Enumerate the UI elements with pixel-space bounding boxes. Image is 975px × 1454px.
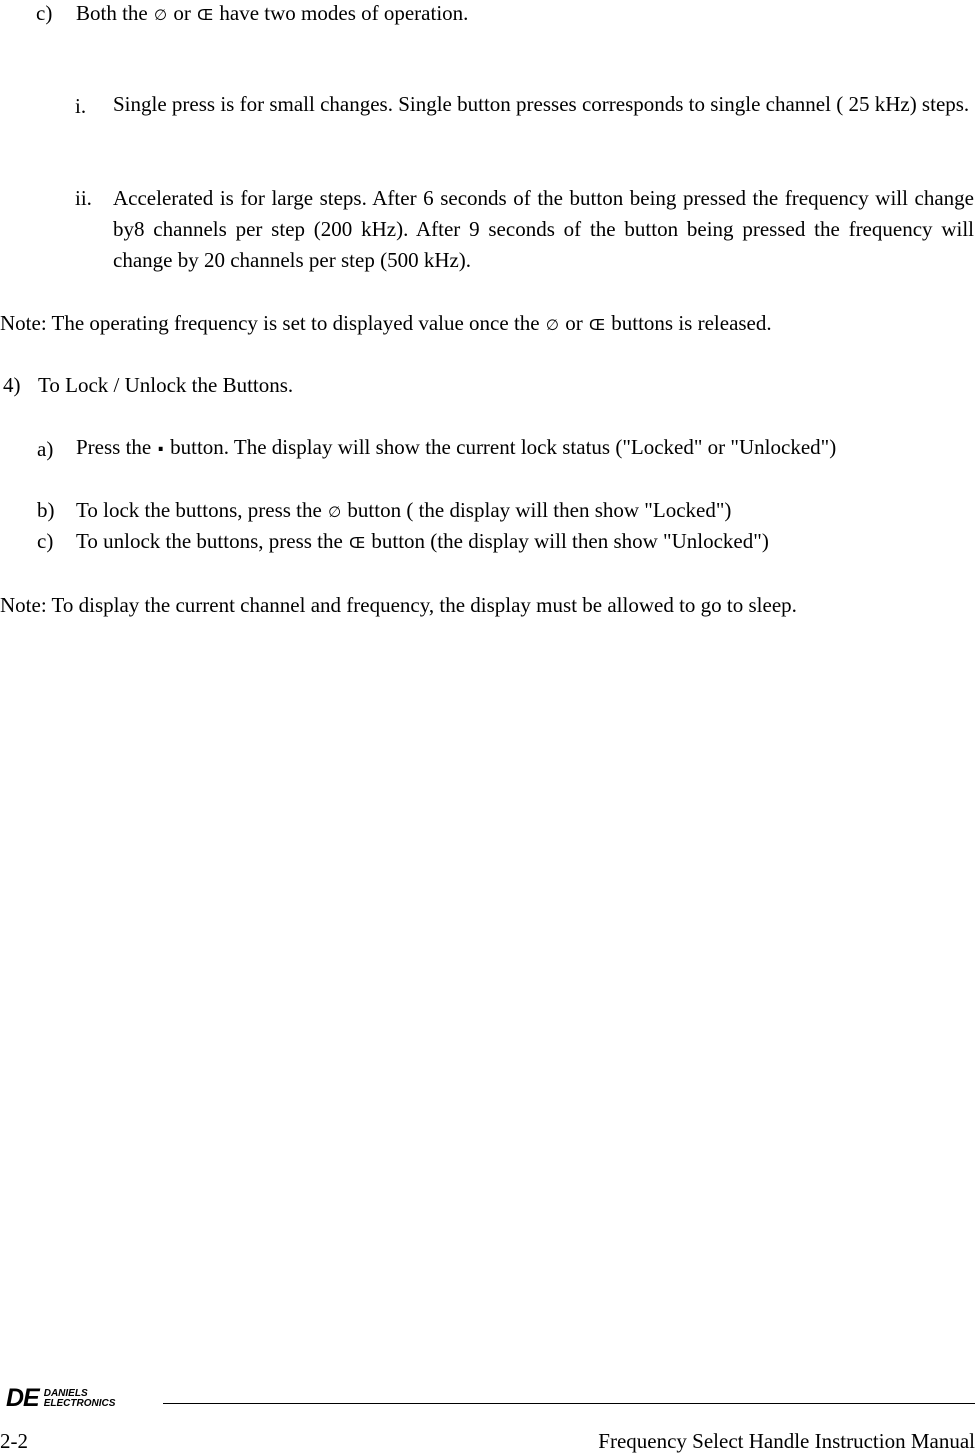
item-c2-marker: c): [37, 529, 54, 553]
item-a-text: [76, 432, 974, 463]
up-arrow-symbol: ∅: [328, 503, 342, 521]
logo-line-2: ELECTRONICS: [43, 1398, 116, 1409]
item-a-marker: a): [37, 437, 54, 461]
item-b-text-after: button ( the display will then show "Locked"): [342, 498, 732, 522]
note-operating-frequency: [0, 310, 772, 338]
sub-i-text: Single press is for small changes. Single button presses corresponds to single channel ( 25 kHz) steps.: [113, 92, 970, 116]
page-number: 2-2: [0, 1429, 28, 1453]
logo-line-1: DANIELS: [43, 1388, 88, 1399]
sub-i-marker: i.: [75, 94, 87, 118]
manual-title: Frequency Select Handle Instruction Manual: [598, 1429, 975, 1453]
item-c-text-after: have two modes of operation.: [214, 1, 469, 25]
logo-mark: DE: [6, 1384, 39, 1412]
down-arrow-symbol: Œ: [588, 316, 605, 334]
item-a-text-before: Press the: [76, 435, 157, 459]
item-c2-text: [76, 528, 769, 556]
note1-text-after: buttons is released.: [606, 311, 772, 335]
note1-text-between: or: [559, 311, 588, 335]
note-display-sleep: Note: To display the current channel and frequency, the display must be allowed to go to sleep.: [0, 593, 797, 617]
section-4-marker: 4): [3, 373, 21, 397]
note1-text-before: Note: The operating frequency is set to displayed value once the: [0, 311, 545, 335]
daniels-electronics-logo: [6, 1386, 115, 1411]
item-b-text: [76, 497, 731, 525]
item-c-marker: c): [36, 1, 53, 25]
logo-words: [44, 1389, 116, 1411]
down-arrow-symbol: Œ: [197, 6, 214, 24]
sub-ii-text: Accelerated is for large steps. After 6 seconds of the button being pressed the frequency will change by8 channels per step (200 kHz). After 9 seconds of the button being pressed the frequency will change by 20 channels per step (500 kHz).: [113, 186, 974, 272]
item-c2-text-after: button (the display will then show "Unlocked"): [366, 529, 769, 553]
section-4-heading: To Lock / Unlock the Buttons.: [38, 373, 294, 397]
up-arrow-symbol: ∅: [545, 316, 559, 334]
item-c-text-between: or: [168, 1, 197, 25]
item-b-text-before: To lock the buttons, press the: [76, 498, 328, 522]
sub-ii-marker: ii.: [75, 186, 92, 210]
up-arrow-symbol: ∅: [154, 6, 168, 24]
lock-button-symbol: .: [156, 432, 165, 457]
footer-rule: [163, 1403, 975, 1404]
item-b-marker: b): [37, 498, 55, 522]
item-c2-text-before: To unlock the buttons, press the: [76, 529, 349, 553]
item-a-text-after: button. The display will show the current lock status ("Locked" or "Unlocked"): [170, 435, 837, 459]
down-arrow-symbol: Œ: [349, 534, 366, 552]
item-c-text-before: Both the: [76, 1, 153, 25]
item-c-text: [76, 0, 468, 28]
